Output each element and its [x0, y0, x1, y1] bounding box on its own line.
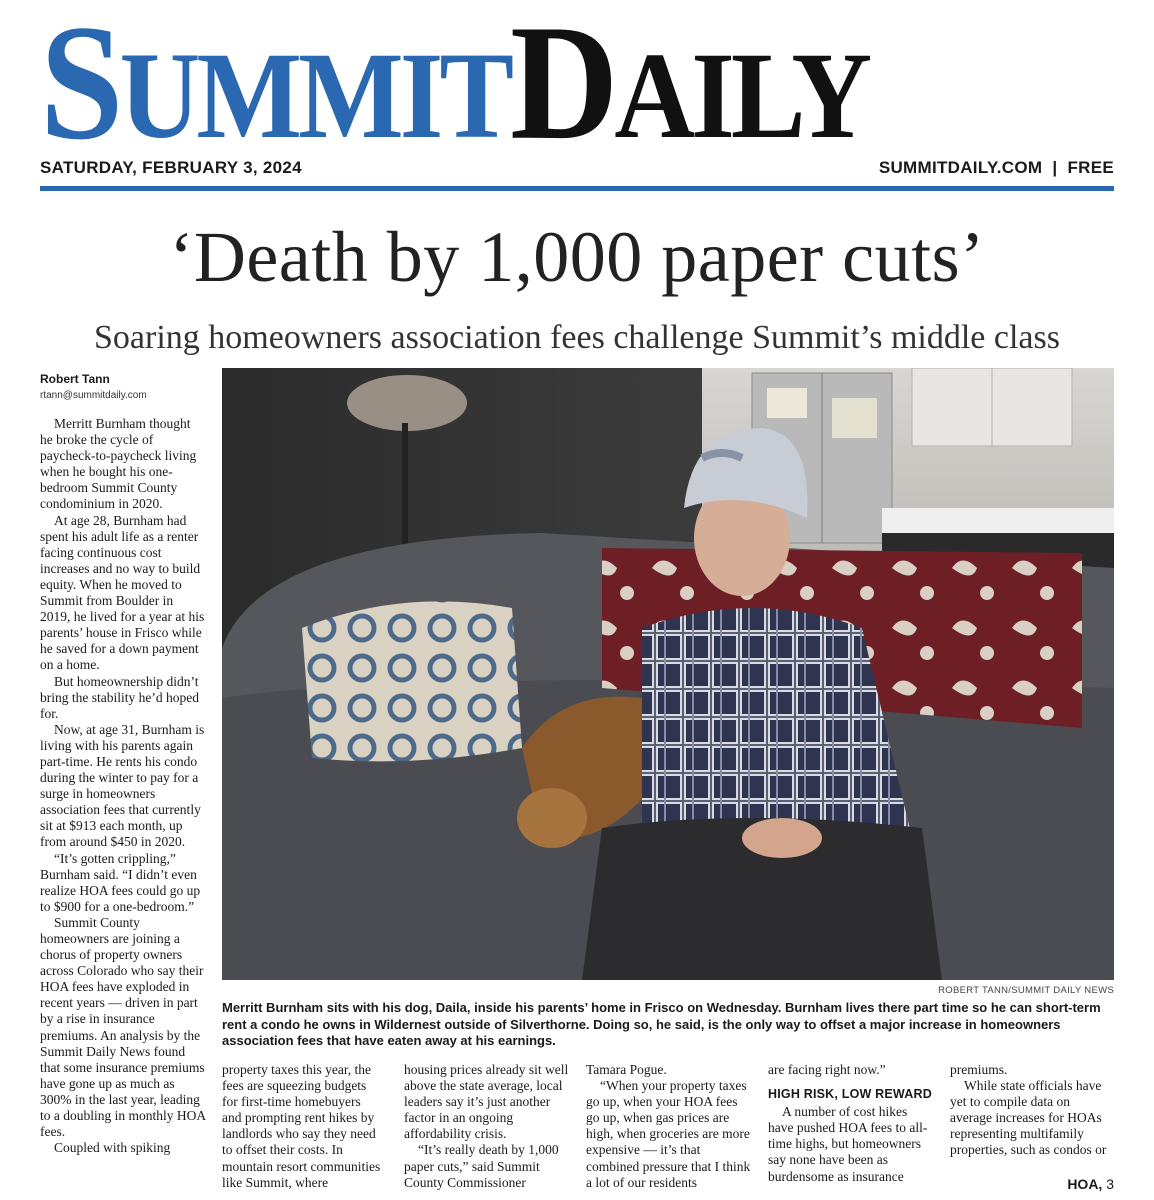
- article-column-2: [222, 1062, 382, 1191]
- headline: ‘Death by 1,000 paper cuts’: [169, 217, 985, 297]
- photo-illustration: [222, 368, 1114, 980]
- paragraph: Merritt Burnham thought he broke the cycle of paycheck-to-paycheck living when he bought his one-bedroom Summit County condominium in 2020.: [40, 416, 197, 512]
- photo-caption: Merritt Burnham sits with his dog, Daila, inside his parents’ home in Frisco on Wednesday. Burnham lives there part time so he can short-term rent a condo he owns in Wildernest outside of Silverthorne. Doing so, he said, is the only way to offset a major increase in homeowners association fees that have eaten away at his earnings.: [222, 1000, 1101, 1049]
- jump-page: 3: [1106, 1176, 1114, 1192]
- site-and-price: SUMMITDAILY.COM | FREE: [878, 158, 1114, 177]
- article-column-6: [950, 1062, 1114, 1159]
- paragraph: “When your property taxes go up, when your HOA fees go up, when gas prices are high, when groceries are more expensive — it’s that combined pressure that I think a lot of our residents: [586, 1078, 751, 1190]
- subheadline: Soaring homeowners association fees challenge Summit’s middle class: [94, 319, 1060, 356]
- logo-summit: SUMMIT: [40, 0, 511, 175]
- paragraph: Coupled with spiking: [54, 1140, 171, 1156]
- paragraph: While state officials have yet to compile data on average increases for HOAs representing multifamily properties, such as condos or: [950, 1078, 1107, 1158]
- paragraph: Summit County homeowners are joining a chorus of property owners across Colorado who say their HOA fees have exploded in recent years — driven in part by a rise in insurance premiums. An analysis by the Summit Daily News found that some insurance premiums have gone up as much as 300% in the last year, leading to a doubling in monthly HOA fees.: [40, 914, 206, 1140]
- paragraph: At age 28, Burnham had spent his adult life as a renter facing continuous cost increases and no way to build equity. When he moved to Summit from Boulder in 2019, he lived for a year at his parents’ house in Frisco while he saved for a down payment on a home.: [40, 512, 205, 673]
- paragraph: housing prices already sit well above the state average, local leaders say it’s just another factor in an ongoing affordability crisis.: [404, 1062, 569, 1142]
- paragraph: premiums.: [950, 1062, 1008, 1077]
- paragraph: Now, at age 31, Burnham is living with his parents again part-time. He rents his condo during the winter to pay for a surge in homeowners association fees that currently sit at $913 each month, up from around $450 in 2020.: [40, 721, 205, 850]
- masthead-rule: [40, 186, 1114, 191]
- issue-date: SATURDAY, FEBRUARY 3, 2024: [40, 158, 302, 177]
- photo-credit: ROBERT TANN/SUMMIT DAILY NEWS: [938, 985, 1114, 996]
- paragraph: “It’s gotten crippling,” Burnham said. “I didn’t even realize HOA fees could go up to $900 for a one-bedroom.”: [40, 850, 201, 914]
- logo-daily: DAILY: [510, 0, 869, 175]
- paragraph: Tamara Pogue.: [586, 1062, 667, 1077]
- paragraph: But homeownership didn’t bring the stability he’d hoped for.: [40, 673, 199, 721]
- article-column-3: [404, 1062, 570, 1191]
- article-column-1: [40, 416, 206, 1156]
- article-column-5: [768, 1062, 934, 1185]
- section-heading: HIGH RISK, LOW REWARD: [768, 1087, 932, 1102]
- paragraph: are facing right now.”: [768, 1062, 886, 1077]
- article-column-4: [586, 1062, 752, 1191]
- byline-email: rtann@summitdaily.com: [40, 390, 147, 401]
- jump-reference[interactable]: [1067, 1176, 1114, 1192]
- paragraph: “It’s really death by 1,000 paper cuts,” said Summit County Commissioner: [404, 1142, 559, 1190]
- jump-label: HOA,: [1067, 1176, 1103, 1192]
- paragraph: property taxes this year, the fees are squeezing budgets for first-time homebuyers and prompting rent hikes by landlords who say they need to offset their costs. In mountain resort communities like Summit, where: [222, 1062, 381, 1190]
- lead-photo: [222, 368, 1114, 980]
- paragraph: A number of cost hikes have pushed HOA fees to all-time highs, but homeowners say none have been as burdensome as insurance: [768, 1104, 928, 1184]
- byline-name: Robert Tann: [40, 372, 110, 386]
